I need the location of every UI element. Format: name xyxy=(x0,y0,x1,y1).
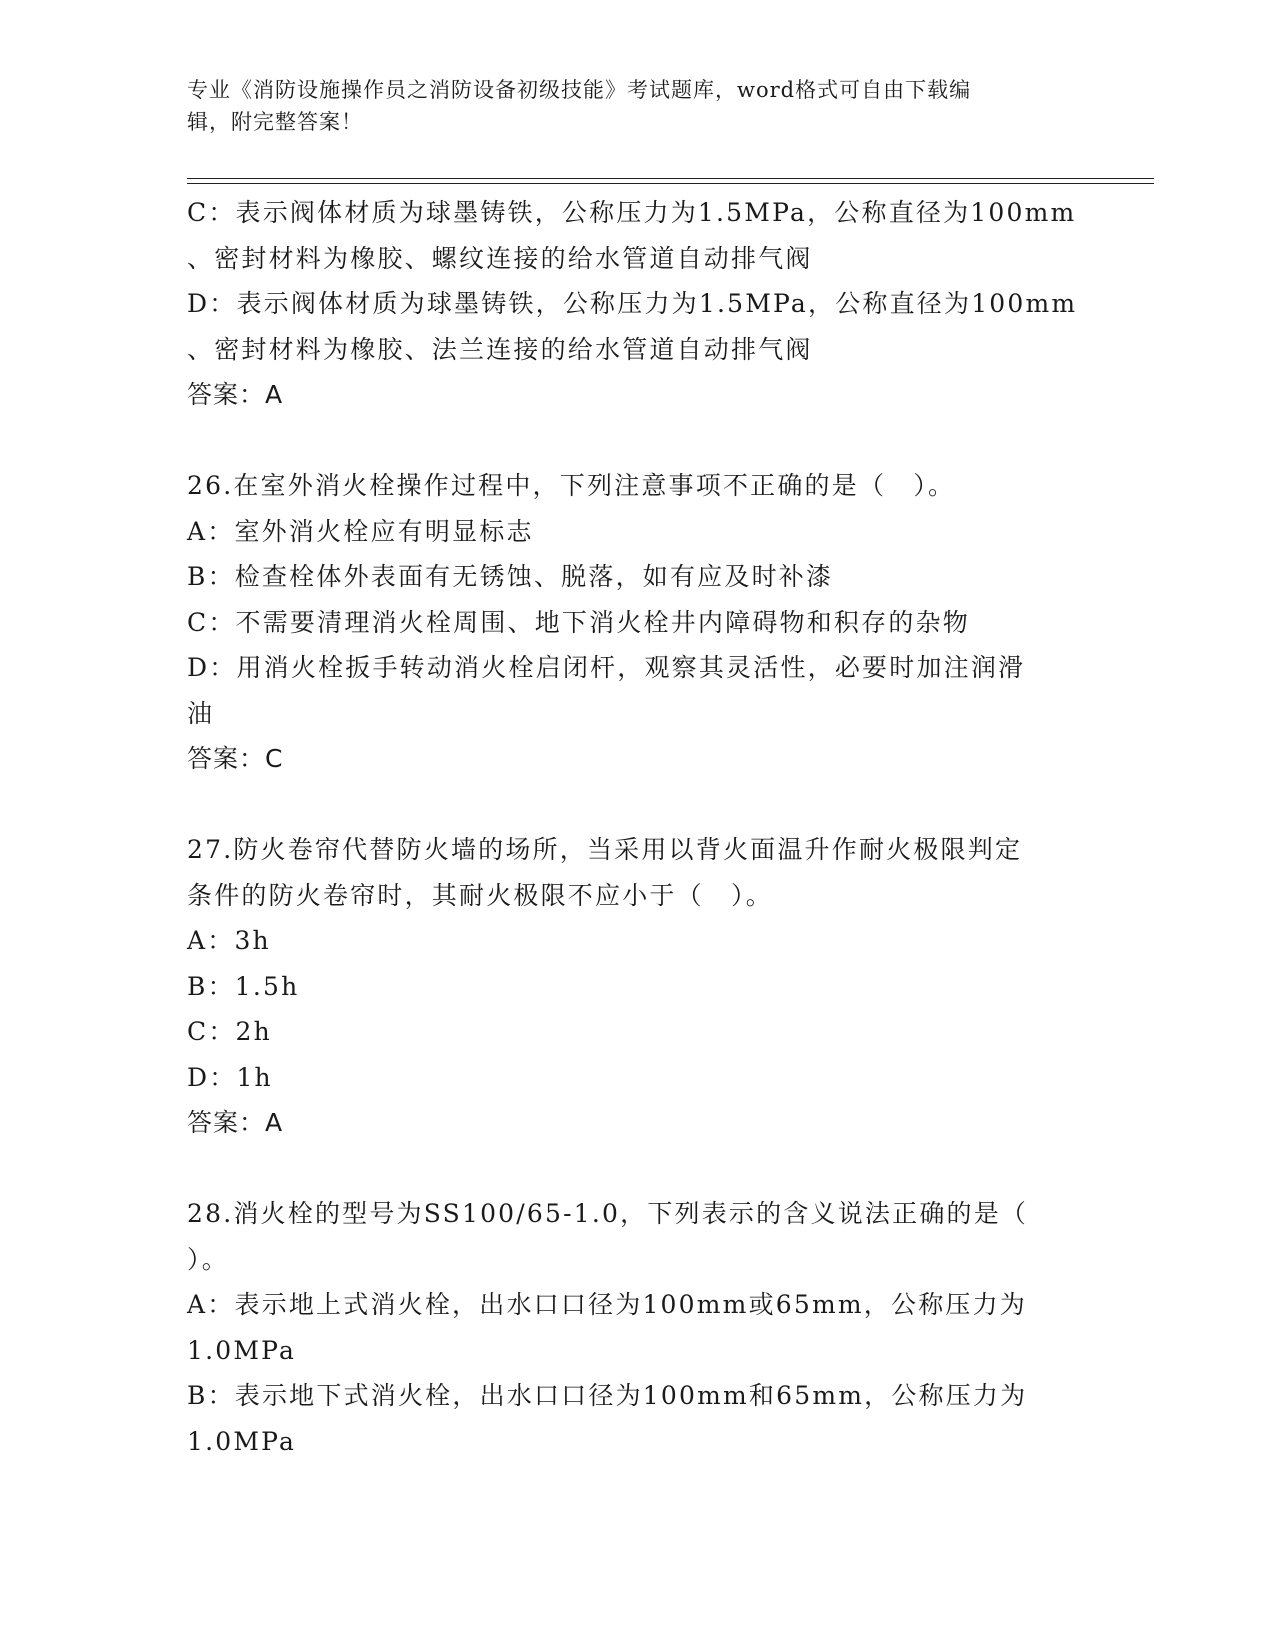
option-c-line-1: C：表示阀体材质为球墨铸铁，公称压力为1.5MPa，公称直径为100mm xyxy=(187,198,1077,227)
spacer xyxy=(187,782,1087,828)
option-c: C：不需要清理消火栓周围、地下消火栓井内障碍物和积存的杂物 xyxy=(187,607,970,637)
question-28 xyxy=(187,1191,1087,1464)
option-d-line-2: 油 xyxy=(187,698,215,728)
question-25-tail xyxy=(187,190,1087,418)
question-text: 26.在室外消火栓操作过程中，下列注意事项不正确的是（ ）。 xyxy=(187,471,956,500)
option-d-line-2: 、密封材料为橡胶、法兰连接的给水管道自动排气阀 xyxy=(187,334,813,364)
option-b: B：检查栓体外表面有无锈蚀、脱落，如有应及时补漆 xyxy=(187,562,834,591)
option-a-line-2: 1.0MPa xyxy=(187,1335,297,1365)
question-text-line-2: ）。 xyxy=(187,1244,229,1274)
option-a: A：3h xyxy=(187,926,271,955)
question-26 xyxy=(187,463,1087,782)
option-c-line-2: 、密封材料为橡胶、螺纹连接的给水管道自动排气阀 xyxy=(187,243,813,273)
question-text-line-1: 27.防火卷帘代替防火墙的场所，当采用以背火面温升作耐火极限判定 xyxy=(187,835,1023,864)
option-b: B：1.5h xyxy=(187,971,300,1001)
header-divider-bottom xyxy=(187,183,1154,184)
option-a: A：室外消火栓应有明显标志 xyxy=(187,516,534,546)
option-b-line-2: 1.0MPa xyxy=(187,1426,297,1456)
option-d: D：1h xyxy=(187,1062,273,1092)
header-line-2: 辑，附完整答案！ xyxy=(187,110,363,134)
option-d-line-1: D：表示阀体材质为球墨铸铁，公称压力为1.5MPa，公称直径为100mm xyxy=(187,289,1078,318)
header-divider-top xyxy=(187,178,1154,179)
question-content xyxy=(187,190,1087,1464)
header-line-1: 专业《消防设施操作员之消防设备初级技能》考试题库，word格式可自由下载编 xyxy=(187,78,972,102)
spacer xyxy=(187,418,1087,464)
question-text-line-1: 28.消火栓的型号为SS100/65-1.0，下列表示的含义说法正确的是（ xyxy=(187,1199,1029,1228)
question-27 xyxy=(187,827,1087,1146)
answer-label: 答案：A xyxy=(187,380,284,409)
answer-label: 答案：A xyxy=(187,1108,284,1137)
option-c: C：2h xyxy=(187,1017,272,1046)
spacer xyxy=(187,1146,1087,1192)
option-b-line-1: B：表示地下式消火栓，出水口口径为100mm和65mm，公称压力为 xyxy=(187,1381,1028,1410)
page-header xyxy=(187,74,1067,138)
option-d-line-1: D：用消火栓扳手转动消火栓启闭杆，观察其灵活性，必要时加注润滑 xyxy=(187,653,1026,682)
option-a-line-1: A：表示地上式消火栓，出水口口径为100mm或65mm，公称压力为 xyxy=(187,1290,1028,1319)
question-text-line-2: 条件的防火卷帘时，其耐火极限不应小于（ ）。 xyxy=(187,880,773,910)
answer-label: 答案：C xyxy=(187,744,284,773)
